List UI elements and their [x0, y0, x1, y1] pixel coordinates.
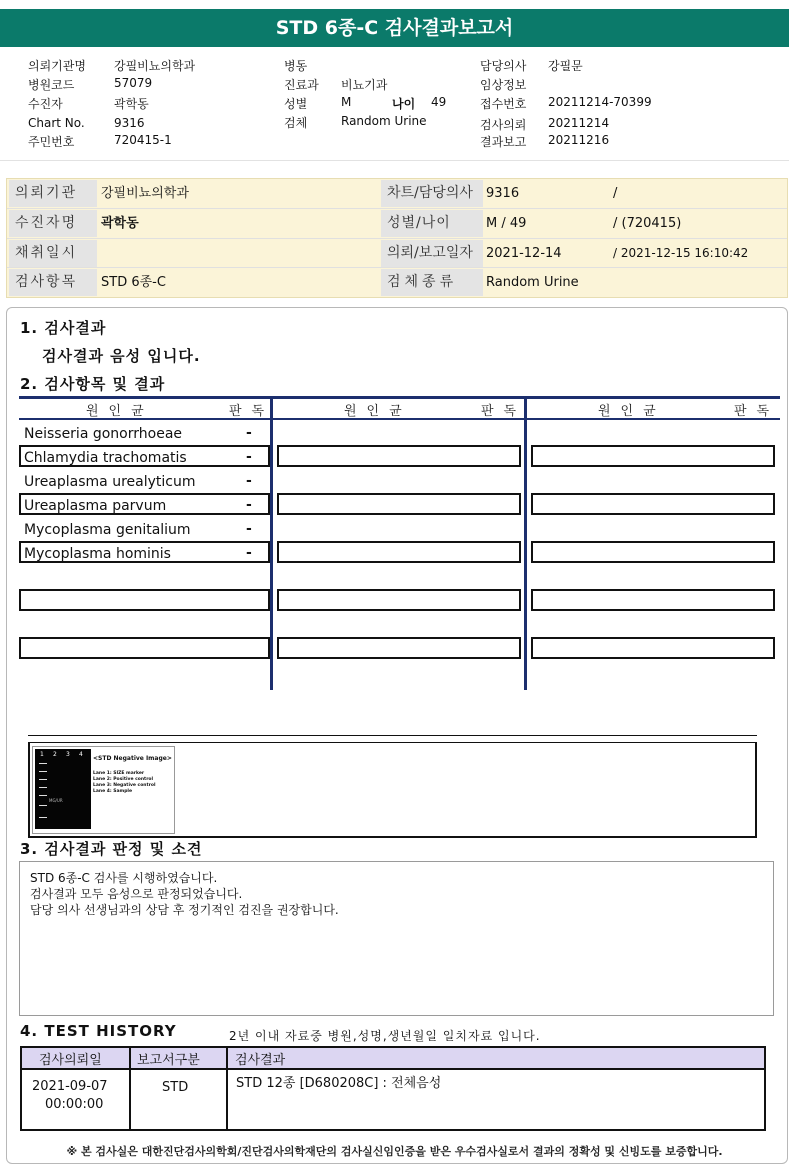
lane-number: 4: [79, 751, 83, 758]
pathogen-name: Chlamydia trachomatis: [24, 450, 187, 466]
opinion-box: [19, 861, 774, 1016]
info-value: / (720415): [613, 216, 682, 231]
table-rule-top: [19, 396, 780, 399]
header-label: 접수번호: [480, 97, 527, 111]
marker-band: [39, 817, 47, 818]
header-label: 주민번호: [28, 135, 75, 149]
marker-band: [39, 795, 47, 796]
info-value: Random Urine: [486, 275, 579, 290]
result-cell-empty: [19, 637, 270, 659]
opinion-line: 담당 의사 선생님과의 상담 후 정기적인 검진을 권장합니다.: [30, 903, 339, 917]
header-label: 검체: [284, 116, 308, 130]
opinion-line: STD 6종-C 검사를 시행하였습니다.: [30, 871, 218, 885]
result-cell: [277, 541, 521, 563]
patient-info-table: [6, 178, 788, 298]
gel-legend-item: Lane 3: Negative control: [93, 783, 156, 788]
header-value: 20211214-70399: [548, 95, 652, 109]
header-value: 720415-1: [114, 133, 172, 147]
opinion-text: [30, 870, 339, 918]
header-value: M: [341, 95, 352, 109]
report-title: STD 6종-C 검사결과보고서: [0, 9, 789, 47]
pathogen-name: Ureaplasma parvum: [24, 498, 167, 514]
info-row: [7, 238, 787, 268]
history-table: [20, 1046, 766, 1131]
divider: [0, 160, 789, 161]
gel-legend-item: Lane 1: SIZE marker: [93, 771, 145, 776]
lane-number: 2: [53, 751, 57, 758]
header-value: 강필문: [548, 59, 583, 73]
header-label: 병동: [284, 59, 308, 73]
section4-heading: 4. TEST HISTORY: [20, 1022, 177, 1040]
gel-image: [32, 746, 175, 834]
column-divider: [524, 396, 527, 690]
result-cell-empty: [531, 589, 775, 611]
info-row: [7, 179, 787, 208]
info-label: 성별/나이: [381, 210, 483, 237]
gel-rule: [28, 735, 757, 736]
pathogen-name: Mycoplasma hominis: [24, 546, 171, 562]
gel-legend: [93, 771, 156, 795]
pathogen-result: -: [246, 425, 252, 441]
result-cell: [531, 541, 775, 563]
header-label: 의뢰기관명: [28, 59, 86, 73]
history-type: STD: [162, 1080, 189, 1095]
header-value: 강필비뇨의학과: [114, 59, 196, 73]
header-value: 비뇨기과: [341, 78, 388, 92]
info-value: 2021-12-14: [486, 246, 562, 261]
info-label: 의뢰/보고일자: [381, 240, 483, 267]
result-cell: [277, 493, 521, 515]
pathogen-name: Mycoplasma genitalium: [24, 522, 191, 538]
header-value: 57079: [114, 76, 153, 90]
lane-number: 3: [66, 751, 70, 758]
result-cell-empty: [277, 589, 521, 611]
header-label: 결과보고: [480, 135, 527, 149]
band-label: MG/UR: [49, 798, 63, 803]
col-header-result: 판독: [734, 404, 780, 419]
history-header-row: [22, 1048, 764, 1070]
result-cell-empty: [277, 637, 521, 659]
header-label: 수진자: [28, 97, 63, 111]
info-value: 강필비뇨의학과: [101, 186, 189, 201]
header-label: 검사의뢰: [480, 118, 527, 132]
history-date: 2021-09-07: [32, 1079, 108, 1094]
pathogen-result: -: [246, 449, 252, 465]
history-col-divider: [129, 1048, 131, 1129]
info-value: M / 49: [486, 216, 527, 231]
lane-number: 1: [40, 751, 44, 758]
marker-band: [39, 771, 47, 772]
pathogen-result: -: [246, 521, 252, 537]
info-label: 의뢰기관: [9, 180, 97, 207]
history-col-divider: [226, 1048, 228, 1129]
marker-band: [39, 805, 47, 806]
section1-heading: 1. 검사결과: [20, 319, 107, 337]
section1-result-text: 검사결과 음성 입니다.: [42, 347, 201, 365]
col-header-result: 판독: [229, 404, 275, 419]
info-value: / 2021-12-15 16:10:42: [613, 246, 749, 260]
info-value: /: [613, 186, 618, 201]
pathogen-result: -: [246, 497, 252, 513]
header-value: 20211214: [548, 116, 610, 130]
col-header-result: 판독: [481, 404, 527, 419]
opinion-line: 검사결과 모두 음성으로 판정되었습니다.: [30, 887, 243, 901]
marker-band: [39, 787, 47, 788]
result-cell: [277, 445, 521, 467]
result-cell: [531, 445, 775, 467]
header-label-age: 나이: [392, 97, 416, 111]
col-header-pathogen: 원인균: [598, 404, 666, 419]
header-value: 곽학동: [114, 97, 149, 111]
section2-heading: 2. 검사항목 및 결과: [20, 375, 166, 393]
header-value: Random Urine: [341, 114, 427, 128]
header-label: 병원코드: [28, 78, 75, 92]
history-note: 2년 이내 자료중 병원,성명,생년월일 일치자료 입니다.: [229, 1029, 541, 1043]
info-label: 검체종류: [381, 269, 483, 296]
info-value: 9316: [486, 186, 520, 201]
history-col-header: 보고서구분: [137, 1053, 200, 1068]
header-value: 20211216: [548, 133, 610, 147]
history-col-header: 검사결과: [235, 1053, 286, 1068]
pathogen-name: Ureaplasma urealyticum: [24, 474, 196, 490]
col-header-pathogen: 원인균: [86, 404, 154, 419]
gel-legend-item: Lane 2: Positive control: [93, 777, 154, 782]
info-row: [7, 208, 787, 238]
marker-band: [39, 779, 47, 780]
header-label: 임상정보: [480, 78, 527, 92]
info-label: 채취일시: [9, 240, 97, 267]
info-label: 수진자명: [9, 210, 97, 237]
pathogen-result: -: [246, 473, 252, 489]
header-label: 진료과: [284, 78, 319, 92]
column-divider: [270, 396, 273, 690]
gel-caption: <STD Negative Image>: [93, 755, 172, 762]
history-col-header: 검사의뢰일: [39, 1053, 102, 1068]
info-label: 검사항목: [9, 269, 97, 296]
info-row: [7, 267, 787, 297]
header-value: 9316: [114, 116, 145, 130]
certification-footer: ※ 본 검사실은 대한진단검사의학회/진단검사의학재단의 검사실신임인증을 받은 우수검사실로서 결과의 정확성 및 신빙도를 보증합니다.: [66, 1145, 723, 1158]
info-value: STD 6종-C: [101, 275, 166, 290]
gel-lanes: [35, 749, 91, 829]
history-result: STD 12종 [D680208C] : 전체음성: [236, 1076, 442, 1091]
marker-band: [39, 763, 47, 764]
header-label: Chart No.: [28, 116, 85, 130]
result-cell: [531, 493, 775, 515]
col-header-pathogen: 원인균: [344, 404, 412, 419]
result-cell-empty: [19, 589, 270, 611]
history-time: 00:00:00: [45, 1097, 104, 1112]
info-label: 차트/담당의사: [381, 180, 483, 207]
result-cell-empty: [531, 637, 775, 659]
pathogen-name: Neisseria gonorrhoeae: [24, 426, 183, 442]
info-value-patient: 곽학동: [101, 216, 139, 231]
header-value-age: 49: [431, 95, 447, 109]
header-label: 담당의사: [480, 59, 527, 73]
pathogen-result: -: [246, 545, 252, 561]
header-label: 성별: [284, 97, 308, 111]
section3-heading: 3. 검사결과 판정 및 소견: [20, 840, 203, 858]
gel-legend-item: Lane 4: Sample: [93, 789, 133, 794]
